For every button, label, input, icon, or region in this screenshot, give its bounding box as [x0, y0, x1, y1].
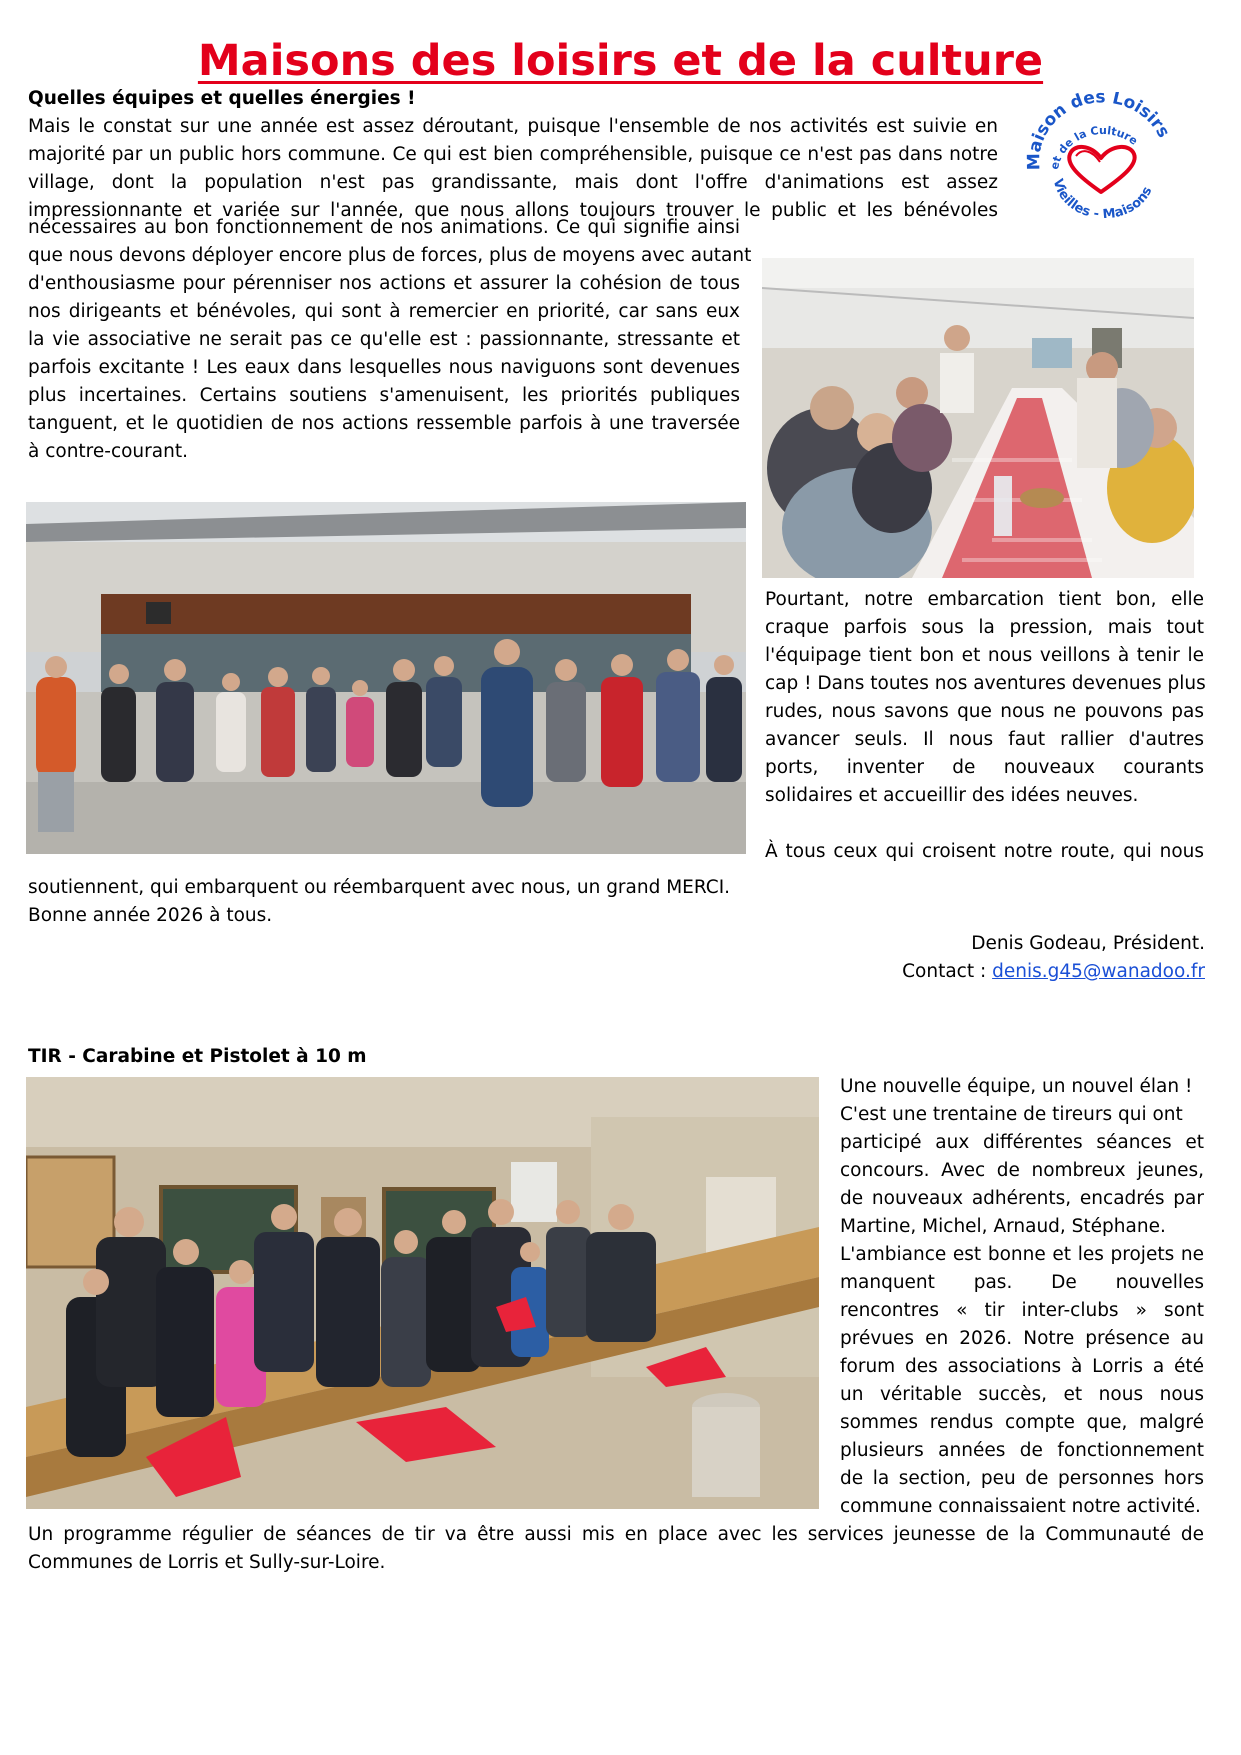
text-line: concours. Avec de nombreux jeunes, [840, 1160, 1204, 1181]
text-line: d'enthousiasme pour pérenniser nos actions et assurer la cohésion de tous [28, 273, 740, 294]
section-heading-tir: TIR - Carabine et Pistolet à 10 m [28, 1046, 367, 1067]
text-line: prévues en 2026. Notre présence au [840, 1328, 1204, 1349]
contact-label: Contact : [902, 961, 993, 982]
photo-shooting-club [26, 1077, 819, 1509]
text-line: manquent pas. De nouvelles [840, 1272, 1204, 1293]
text-line: Pourtant, notre embarcation tient bon, elle [765, 589, 1204, 610]
text-line: nos dirigeants et bénévoles, qui sont à remercier en priorité, car sans eux [28, 301, 740, 322]
text-line: Un programme régulier de séances de tir va être aussi mis en place avec les services jeunesse de la Communauté de [28, 1524, 1204, 1545]
text-line: tanguent, et le quotidien de nos actions ressemble parfois à une traversée [28, 413, 740, 434]
text-line: de nouveaux adhérents, encadrés par [840, 1188, 1204, 1209]
text-line: ports, inventer de nouveaux courants [765, 757, 1204, 778]
text-line: Bonne année 2026 à tous. [28, 905, 273, 926]
contact [902, 958, 1205, 986]
text-line: participé aux différentes séances et [840, 1132, 1204, 1153]
logo-text-line3: Vieilles - Maisons [1049, 177, 1156, 218]
text-line: L'ambiance est bonne et les projets ne [840, 1244, 1204, 1265]
text-line: C'est une trentaine de tireurs qui ont [840, 1104, 1183, 1125]
text-line: à contre-courant. [28, 441, 188, 462]
text-line: avancer seuls. Il nous faut rallier d'autres [765, 729, 1204, 750]
text-line: nécessaires au bon fonctionnement de nos animations. Ce qui signifie ainsi [28, 217, 740, 238]
section2-bottom [28, 1521, 1204, 1577]
section1-left-column [28, 214, 752, 466]
text-line: sommes rendus compte que, malgré [840, 1412, 1204, 1433]
section1-right-column [765, 586, 1204, 866]
text-line: soutiennent, qui embarquent ou réembarquent avec nous, un grand MERCI. [28, 877, 731, 898]
text-line: forum des associations à Lorris a été [840, 1356, 1204, 1377]
text-line: rudes, nous savons que nous ne pouvons pas [765, 701, 1204, 722]
photo-group-outdoor [26, 502, 746, 854]
text-line: rencontres « tir inter-clubs » sont [840, 1300, 1204, 1321]
text-line: de la section, peu de personnes hors [840, 1468, 1204, 1489]
page-title: Maisons des loisirs et de la culture [197, 36, 1044, 86]
text-line: que nous devons déployer encore plus de forces, plus de moyens avec autant [28, 245, 752, 266]
text-line: plusieurs années de fonctionnement [840, 1440, 1204, 1461]
section1-intro [28, 113, 998, 225]
text-line: majorité par un public hors commune. Ce qui est bien compréhensible, puisque ce n'est pas dans notre [28, 144, 998, 165]
text-line: un véritable succès, et nous nous [840, 1384, 1204, 1405]
logo-text-line1: Maison des Loisirs [1024, 92, 1174, 171]
text-line: Martine, Michel, Arnaud, Stéphane. [840, 1216, 1166, 1237]
text-line: craque parfois sous la pression, mais tout [765, 617, 1204, 638]
text-line: commune connaissaient notre activité. [840, 1496, 1201, 1517]
svg-text:Maison des Loisirs [1024, 92, 1173, 170]
text-line: À tous ceux qui croisent notre route, qui nous [765, 841, 1204, 862]
contact-email-link[interactable]: denis.g45@wanadoo.fr [992, 961, 1205, 982]
logo-text-line2: et de la Culture [1048, 124, 1141, 171]
section2-right-column [840, 1073, 1204, 1521]
text-line: parfois excitante ! Les eaux dans lesquelles nous naviguons sont devenues [28, 357, 740, 378]
text-line: la vie associative ne serait pas ce qu'elle est : passionnante, stressante et [28, 329, 740, 350]
text-line: Une nouvelle équipe, un nouvel élan ! [840, 1076, 1193, 1097]
text-line: plus incertaines. Certains soutiens s'amenuisent, les priorités publiques [28, 385, 740, 406]
text-line: Mais le constat sur une année est assez déroutant, puisque l'ensemble de nos activités est suivie en [28, 116, 998, 137]
text-line: solidaires et accueillir des idées neuves. [765, 785, 1139, 806]
section-heading-equipes: Quelles équipes et quelles énergies ! [28, 88, 416, 109]
text-line: l'équipage tient bon et nous veillons à tenir le [765, 645, 1204, 666]
text-line: village, dont la population n'est pas grandissante, mais dont l'offre d'animations est assez [28, 172, 998, 193]
text-line: impressionnante et variée sur l'année, que nous allons toujours trouver le public et les bénévoles [28, 200, 998, 221]
text-line: cap ! Dans toutes nos aventures devenues plus [765, 673, 1206, 694]
photo-dining-hall [762, 258, 1194, 578]
text-line: Communes de Lorris et Sully-sur-Loire. [28, 1552, 386, 1573]
logo [1018, 92, 1184, 218]
signature: Denis Godeau, Président. [971, 933, 1205, 954]
svg-text:Vieilles - Maisons [1050, 177, 1156, 218]
